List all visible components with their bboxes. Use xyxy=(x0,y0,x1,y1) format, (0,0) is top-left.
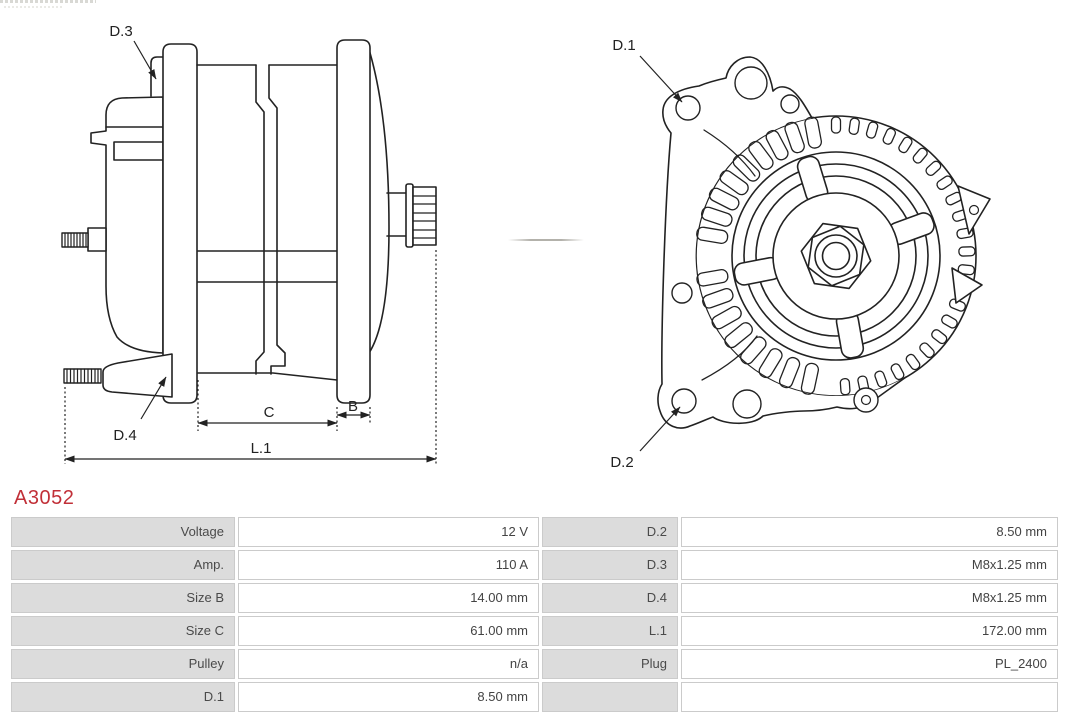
spec-value-cell: 110 A xyxy=(238,550,539,580)
rear-lug xyxy=(163,44,197,403)
spec-label-cell xyxy=(542,682,678,712)
spec-label-cell: D.2 xyxy=(542,517,678,547)
threaded-stud-bottom xyxy=(64,369,101,383)
mount-tab-right-upper xyxy=(958,186,990,234)
dim-label-d3: D.3 xyxy=(109,23,133,40)
leader-d2 xyxy=(640,407,680,451)
threaded-stud-top xyxy=(62,233,88,247)
leader-d1 xyxy=(640,56,682,102)
front-lug xyxy=(337,40,370,403)
dim-label-c: C xyxy=(263,404,275,421)
spec-value-cell xyxy=(681,682,1058,712)
spec-label-cell: D.1 xyxy=(11,682,235,712)
mount-tab-right-lower xyxy=(952,268,982,303)
dim-label-b: B xyxy=(347,398,359,415)
spec-label-cell: D.3 xyxy=(542,550,678,580)
spec-value-cell: PL_2400 xyxy=(681,649,1058,679)
bottom-right-boss xyxy=(854,388,878,412)
rear-housing xyxy=(91,97,163,353)
pulley xyxy=(406,184,436,247)
spec-value-cell: 172.00 mm xyxy=(681,616,1058,646)
spec-label-cell: Size B xyxy=(11,583,235,613)
spec-value-cell: 8.50 mm xyxy=(681,517,1058,547)
dim-label-l1: L.1 xyxy=(250,440,272,457)
leader-d3 xyxy=(134,41,156,79)
spec-label-cell: Voltage xyxy=(11,517,235,547)
spec-value-cell: M8x1.25 mm xyxy=(681,550,1058,580)
dim-label-d1: D.1 xyxy=(612,37,636,54)
spec-value-cell: 61.00 mm xyxy=(238,616,539,646)
side-view-drawing xyxy=(62,40,436,403)
spec-value-cell: 12 V xyxy=(238,517,539,547)
dim-label-d2: D.2 xyxy=(610,454,634,471)
d4-terminal-block xyxy=(103,354,172,397)
rear-ear xyxy=(151,57,163,96)
spec-table xyxy=(11,517,1058,712)
spec-label-cell: D.4 xyxy=(542,583,678,613)
spec-value-cell: 14.00 mm xyxy=(238,583,539,613)
spec-label-cell: L.1 xyxy=(542,616,678,646)
part-number: A3052 xyxy=(14,487,75,509)
dim-label-d4: D.4 xyxy=(113,427,137,444)
spec-label-cell: Amp. xyxy=(11,550,235,580)
spec-value-cell: n/a xyxy=(238,649,539,679)
spec-label-cell: Size C xyxy=(11,616,235,646)
shaft xyxy=(387,193,406,236)
spec-value-cell: 8.50 mm xyxy=(238,682,539,712)
front-face-curve xyxy=(368,46,389,353)
spec-label-cell: Pulley xyxy=(11,649,235,679)
stator-body xyxy=(197,65,337,380)
spec-label-cell: Plug xyxy=(542,649,678,679)
front-view-drawing xyxy=(658,57,990,428)
spec-value-cell: M8x1.25 mm xyxy=(681,583,1058,613)
